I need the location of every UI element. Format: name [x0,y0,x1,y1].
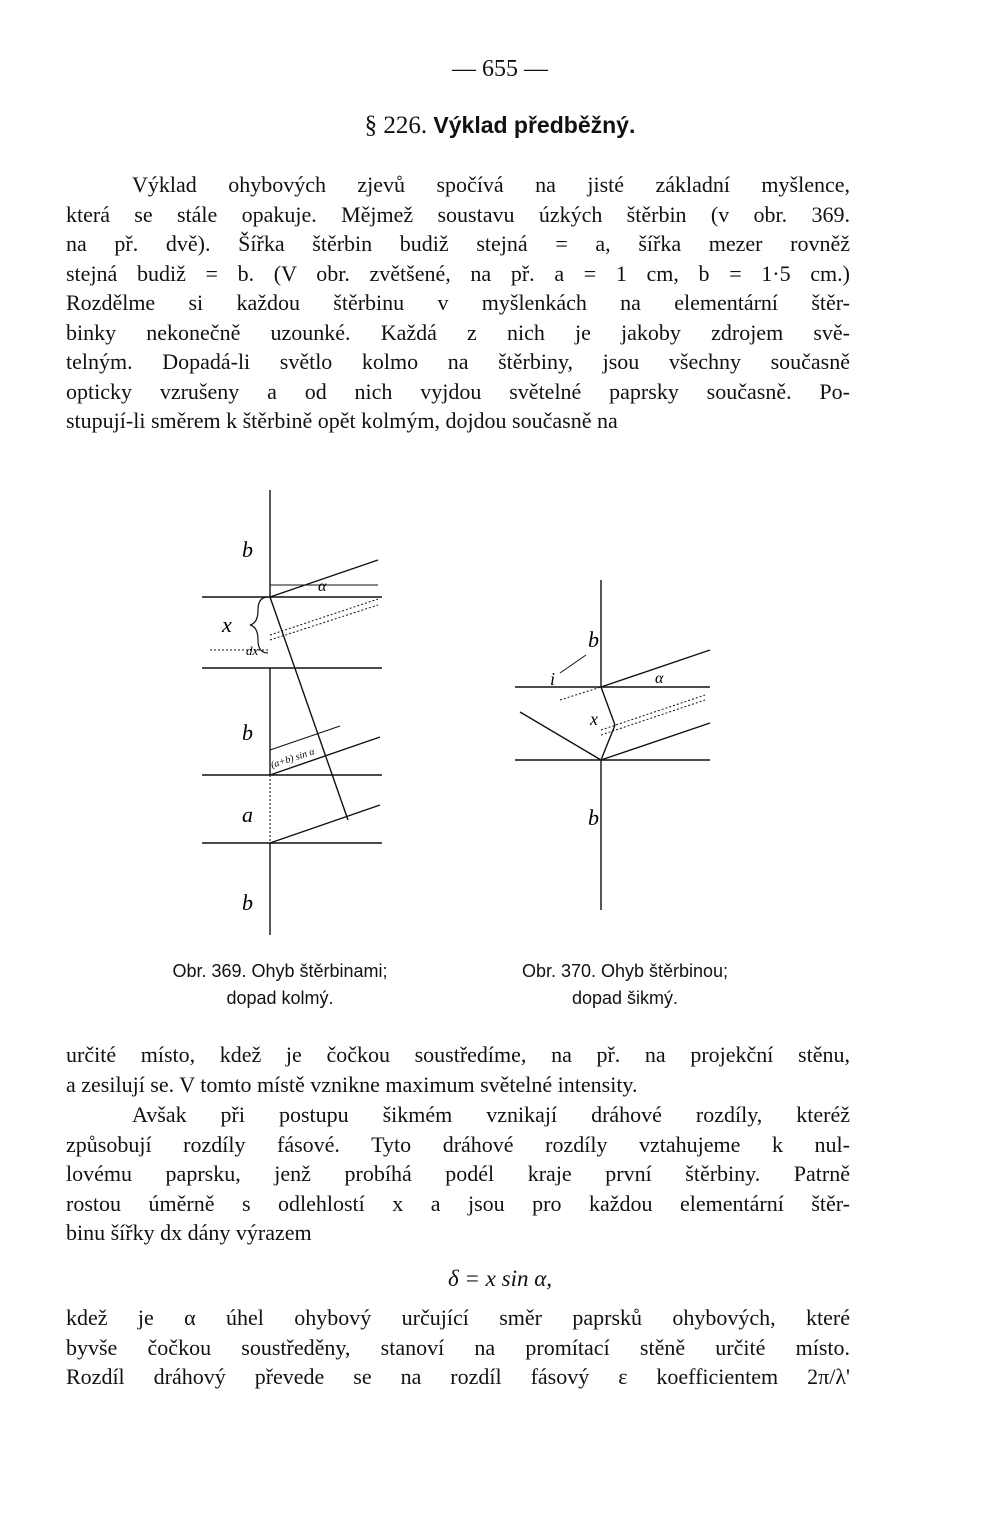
label-alpha: α [655,670,664,687]
figure-369-caption [130,958,430,1012]
text-line: Rozdíl dráhový převede se na rozdíl fásový ε koefficientem 2π/λ' [66,1364,850,1389]
caption-line: Obr. 370. Ohyb štěrbinou; [521,961,729,981]
dotted-ray [270,605,378,640]
label-b-bottom: b [588,805,599,830]
page-number: — 655 — [452,56,548,82]
section-title: Výklad předběžný. [433,112,636,138]
label-a: a [242,802,253,827]
text-line: kdež je α úhel ohybový určující směr paprsků ohybových, které [66,1305,850,1330]
label-b-middle: b [242,720,253,745]
text-line: a zesilují se. V tomto místě vznikne maximum světelné intensity. [66,1071,638,1097]
paragraph-4 [66,1303,850,1392]
label-x: x [222,612,232,637]
label-i: i [550,669,556,689]
dotted-ray [560,687,601,700]
text-line: Výklad ohybových zjevů spočívá na jisté základní myšlence, [132,172,850,197]
text-line: rostou úměrně s odlehlostí x a jsou pro každou elementární štěr- [66,1190,850,1216]
text-line: Rozdělme si každou štěrbinu v myšlenkách na elementární štěr- [66,290,850,315]
label-alpha: α [318,578,327,595]
normal-line [270,597,348,820]
label-b-top: b [588,627,599,652]
paragraph-2 [66,1040,850,1099]
text-line: binu šířky dx dány výrazem [66,1220,312,1245]
path-difference-line [270,726,340,750]
text-line: binky nekonečně uzounké. Každá z nich je jakoby zdrojem svě- [66,319,850,345]
caption-line: Obr. 369. Ohyb štěrbinami; [172,961,388,981]
text-line: lovému paprsku, jenž probíhá podél kraje první štěrbiny. Patrně [66,1161,850,1186]
text-line: určité místo, kdež je čočkou soustředíme, na př. na projekční stěnu, [66,1042,850,1067]
label-dx: dx [246,643,259,658]
section-number: § 226. [364,112,428,139]
section-heading [0,112,1000,140]
text-line: na př. dvě). Šířka štěrbin budiž stejná = a, šířka mezer rovněž [66,231,850,256]
incident-ray [560,655,586,673]
equation: δ = x sin α, [447,1266,553,1291]
ray-line [601,723,710,760]
normal-line [601,687,615,725]
dotted-ray [601,695,705,730]
incident-ray [520,712,601,760]
label-ab-sin-alpha: (a+b) sin α [269,746,317,771]
figure-370-caption [475,958,775,1012]
label-x: x [590,709,598,729]
text-line: Avšak při postupu šikmém vznikají dráhové rozdíly, kteréž [132,1102,850,1127]
text-line: opticky vzrušeny a od nich vyjdou světelné paprsky současně. Po- [66,378,850,404]
text-line: stejná budiž = b. (V obr. zvětšené, na př. a = 1 cm, b = 1·5 cm.) [66,260,850,286]
normal-line [601,725,615,760]
paragraph-1 [66,170,850,436]
label-b-bottom: b [242,890,253,915]
ray-line [270,805,380,843]
label-b-top: b [242,537,253,562]
figure-370-diagram [500,575,730,940]
dotted-ray [270,599,378,635]
caption-line: dopad šikmý. [571,988,679,1008]
figure-369-diagram [190,485,400,940]
text-line: stupují-li směrem k štěrbině opět kolmým, dojdou současně na [66,408,618,433]
paragraph-3 [66,1100,850,1248]
text-line: telným. Dopadá-li světlo kolmo na štěrbiny, jsou všechny současně [66,349,850,374]
text-line: která se stále opakuje. Mějmež soustavu úzkých štěrbin (v obr. 369. [66,201,850,227]
text-line: byvše čočkou soustředěny, stanoví na promítací stěně určité místo. [66,1334,850,1360]
text-line: způsobují rozdíly fásové. Tyto dráhové rozdíly vztahujeme k nul- [66,1131,850,1157]
caption-line: dopad kolmý. [226,988,334,1008]
